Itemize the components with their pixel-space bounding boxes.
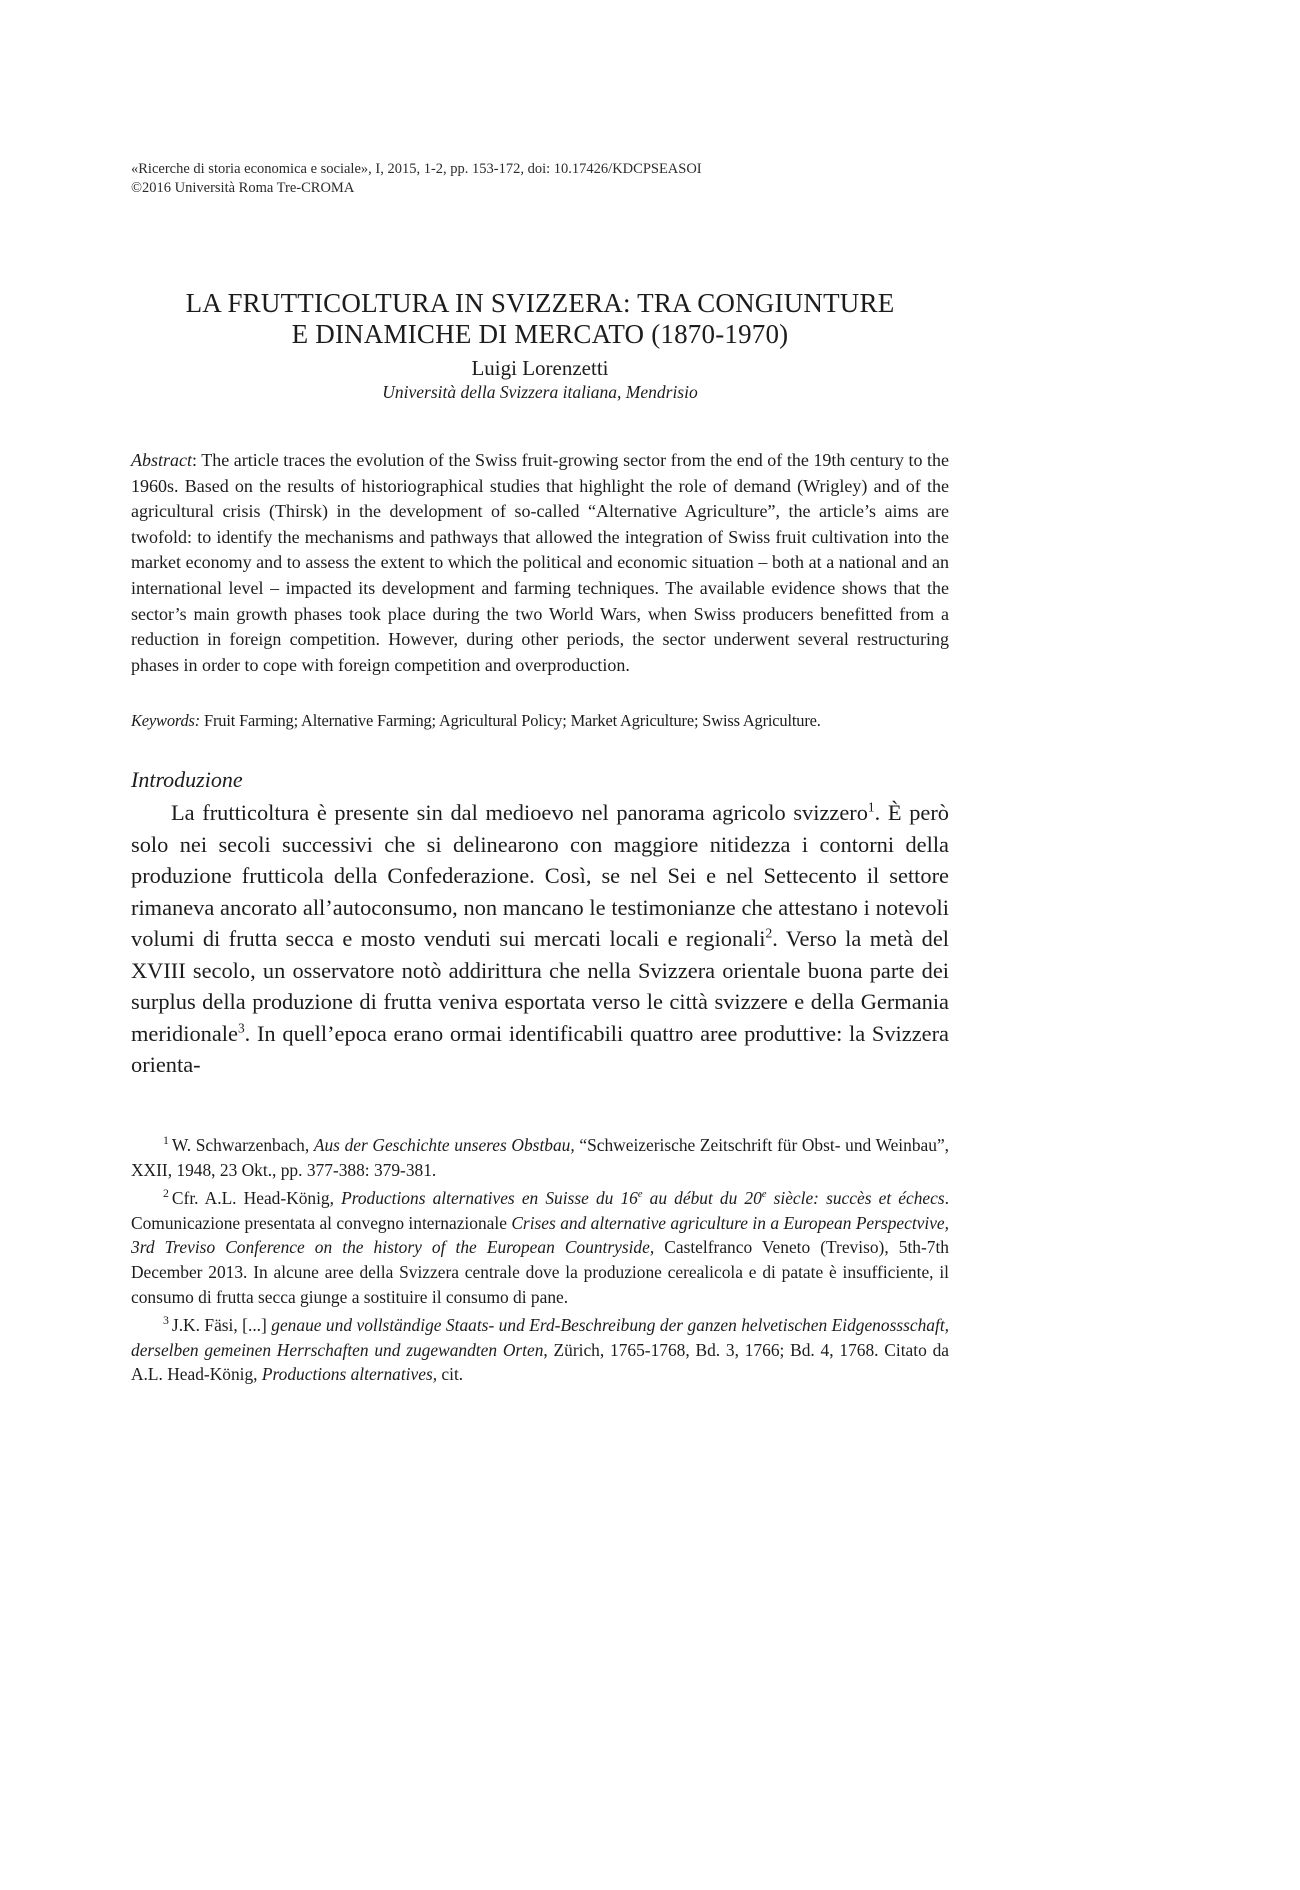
footnote-ref-3: 3	[237, 1020, 245, 1036]
body-text	[131, 797, 949, 1112]
footnote-number: 1	[163, 1133, 169, 1148]
author-affiliation: Università della Svizzera italiana, Mendrisio	[382, 382, 698, 402]
footnote-2	[131, 1186, 949, 1309]
footnote-text: , Zürich, 1765-1768, Bd. 3, 1766; Bd. 4, 1768. Citato da A.L. Head-König,	[131, 1339, 949, 1385]
abstract-text: : The article traces the evolution of the Swiss fruit-growing sector from the end of the 19th century to the 1960s. Based on the results of historiographical studies that highlight the role of demand (Wrigley) and of the agricultural crisis (Thirsk) in the development of so-called “Alternative Agriculture”, the article’s aims are twofold: to identify the mechanisms and pathways that allowed the integration of Swiss fruit cultivation into the market economy and to assess the extent to which the political and economic situation – both at a national and an international level – impacted its development and farming techniques. The available evidence shows that the sector’s main growth phases took place during the two World Wars, when Swiss producers benefitted from a reduction in foreign competition. However, during other periods, the sector underwent several restructuring phases in order to cope with foreign competition and overproduction.	[131, 450, 949, 675]
title-line-2: E DINAMICHE DI MERCATO (1870-1970)	[291, 319, 789, 349]
footnote-ref-2: 2	[765, 925, 773, 941]
author-name: Luigi Lorenzetti	[471, 356, 609, 380]
footnote-text: . Comunicazione presentata al convegno internazionale	[131, 1188, 949, 1233]
footnote-title: siècle: succès et échecs	[766, 1188, 945, 1209]
abstract	[131, 448, 949, 678]
footnote-text: J.K. Fäsi, [...]	[171, 1315, 272, 1336]
section-heading: Introduzione	[131, 767, 243, 792]
copyright-line: ©2016 Università Roma Tre-CROMA	[131, 180, 355, 196]
footnote-text: cit.	[437, 1364, 464, 1385]
footnote-title: Productions alternatives en Suisse du 16	[341, 1188, 638, 1209]
abstract-label: Abstract	[131, 450, 192, 470]
footnote-ref-1: 1	[867, 799, 875, 815]
body-segment: La frutticoltura è presente sin dal medioevo nel panorama agricolo svizzero	[171, 800, 868, 825]
keywords-text: Fruit Farming; Alternative Farming; Agricultural Policy; Market Agriculture; Swiss Agriculture.	[200, 711, 821, 730]
running-header	[131, 160, 949, 198]
footnote-title: au début du 20	[642, 1188, 762, 1209]
footnote-text: Castelfranco Veneto (Treviso), 5th-7th December 2013. In alcune aree della Svizzera centrale dove la produzione cerealicola e di patate è insufficiente, il consumo di frutta secca giunge a sostituire il consumo di pane.	[131, 1237, 949, 1307]
title-line-1: LA FRUTTICOLTURA IN SVIZZERA: TRA CONGIUNTURE	[185, 288, 895, 318]
footnotes	[131, 1133, 949, 1391]
keywords	[131, 710, 949, 732]
footnote-text: W. Schwarzenbach,	[171, 1135, 314, 1155]
body-segment: . Verso la metà del XVIII secolo, un osservatore notò addirittura che nella Svizzera orientale buona parte dei surplus della produzione di frutta veniva esportata verso le città svizzere e della Germania meridionale	[131, 926, 949, 1046]
body-segment: . In quell’epoca erano ormai identificabili quattro aree produttive: la Svizzera orienta-	[131, 1020, 949, 1077]
body-segment: . È però solo nei secoli successivi che si delinearono con maggiore nitidezza i contorni della produzione frutticola della Confederazione. Così, se nel Sei e nel Settecento il settore rimaneva ancorato all’autoconsumo, non mancano le testimonianze che attestano i notevoli volumi di frutta secca e mosto venduti sui mercati locali e regionali	[131, 800, 949, 951]
footnote-number: 2	[163, 1186, 169, 1201]
footnote-number: 3	[163, 1313, 169, 1328]
keywords-label: Keywords:	[131, 711, 201, 730]
footnote-title: genaue und vollständige Staats- und Erd-Beschreibung der ganzen helvetischen Eidgenossschaft, derselben gemeinen Herrschaften und zugewandten Orten	[131, 1315, 949, 1360]
journal-citation: «Ricerche di storia economica e sociale», I, 2015, 1-2, pp. 153-172, doi: 10.17426/KDCPSEASOI	[131, 161, 702, 177]
footnote-3	[131, 1313, 949, 1387]
footnote-superscript: e	[637, 1189, 643, 1201]
footnote-1	[131, 1133, 949, 1182]
footnote-title: Aus der Geschichte unseres Obstbau,	[313, 1135, 575, 1155]
footnote-superscript: e	[761, 1189, 767, 1201]
title-block	[131, 288, 949, 403]
body-paragraph	[131, 797, 949, 1112]
footnote-text: “Schweizerische Zeitschrift für Obst- und Weinbau”, XXII, 1948, 23 Okt., pp. 377-388: 379-381.	[131, 1135, 950, 1180]
footnote-title: Crises and alternative agriculture in a European Perspectvive, 3rd Treviso Conference on the history of the European Countryside,	[131, 1212, 949, 1258]
footnote-title: Productions alternatives,	[261, 1364, 438, 1385]
footnote-text: Cfr. A.L. Head-König,	[171, 1188, 342, 1209]
